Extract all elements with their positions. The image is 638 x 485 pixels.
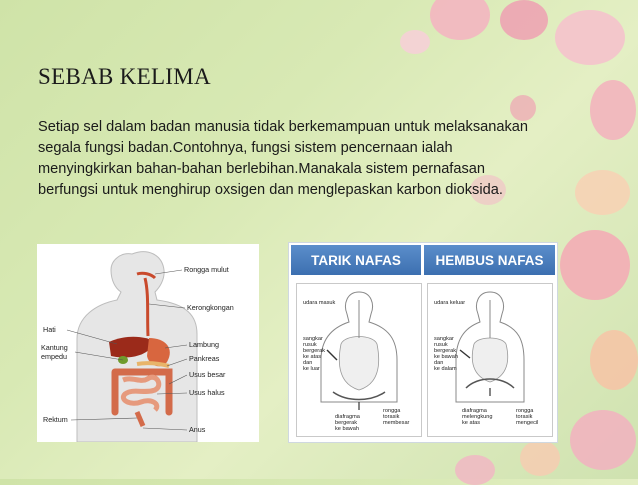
exhale-udara-label: udara keluar	[434, 300, 466, 306]
label-rongga-mulut: Rongga mulut	[184, 265, 229, 274]
tab-tarik-nafas: TARIK NAFAS	[291, 245, 421, 275]
inhale-diafragma-label-1: diafragma	[335, 414, 360, 420]
inhale-diafragma-label-2: bergerak	[335, 420, 358, 426]
slide-title: SEBAB KELIMA	[38, 64, 211, 89]
inhale-diafragma-label-3: ke bawah	[335, 426, 359, 432]
inhale-rusuk-label-4: ke atas	[303, 354, 322, 360]
inhale-rusuk-label-2: rusuk	[303, 342, 317, 348]
inhale-rongga-label-2: torasik	[383, 414, 400, 420]
exhale-rongga-label-3: mengecil	[516, 420, 539, 426]
slide-body-text: Setiap sel dalam badan manusia tidak berkemampuan untuk melaksanakan segala fungsi badan.Contohnya, fungsi sistem pencernaan ialah menyingkirkan bahan-bahan berlebihan.Manakala sistem pernafasan berfungsi untuk menghirup oxsigen dan menglepaskan karbon dioksida.	[38, 119, 528, 198]
inhale-rusuk-label-3: bergerak	[303, 348, 326, 354]
inhale-panel	[296, 283, 422, 437]
exhale-rongga-label-2: torasik	[516, 414, 533, 420]
label-kantung-empedu-2: empedu	[41, 352, 67, 361]
inhale-rongga-label-3: membesar	[383, 420, 410, 426]
exhale-rusuk-label-2: rusuk	[434, 342, 448, 348]
label-usus-besar: Usus besar	[189, 370, 226, 379]
label-anus: Anus	[189, 425, 206, 434]
digestive-system-diagram	[37, 244, 259, 442]
inhale-rusuk-label-5: dan	[303, 360, 313, 366]
label-pankreas: Pankreas	[189, 354, 220, 363]
label-rektum: Rektum	[43, 415, 68, 424]
breathing-diagram	[288, 242, 558, 443]
tab-hembus-nafas: HEMBUS NAFAS	[424, 245, 555, 275]
exhale-rusuk-label-6: ke dalam	[434, 366, 457, 372]
inhale-udara-label: udara masuk	[303, 300, 336, 306]
exhale-rusuk-label-4: ke bawah	[434, 354, 458, 360]
label-kerongkongan: Kerongkongan	[187, 303, 234, 312]
exhale-rusuk-label-3: bergerak	[434, 348, 457, 354]
exhale-diafragma-label-3: ke atas	[462, 420, 481, 426]
label-hati: Hati	[43, 325, 56, 334]
exhale-rusuk-label-5: dan	[434, 360, 444, 366]
inhale-rusuk-label-1: sangkar	[303, 336, 323, 342]
exhale-diafragma-label-2: melengkung	[462, 414, 493, 420]
label-usus-halus: Usus halus	[189, 388, 225, 397]
label-kantung-empedu-1: Kantung	[41, 343, 68, 352]
exhale-rongga-label-1: rongga	[516, 408, 534, 414]
exhale-panel	[427, 283, 553, 437]
label-lambung: Lambung	[189, 340, 219, 349]
exhale-rusuk-label-1: sangkar	[434, 336, 454, 342]
inhale-rusuk-label-6: ke luar	[303, 366, 320, 372]
inhale-rongga-label-1: rongga	[383, 408, 401, 414]
exhale-diafragma-label-1: diafragma	[462, 408, 487, 414]
